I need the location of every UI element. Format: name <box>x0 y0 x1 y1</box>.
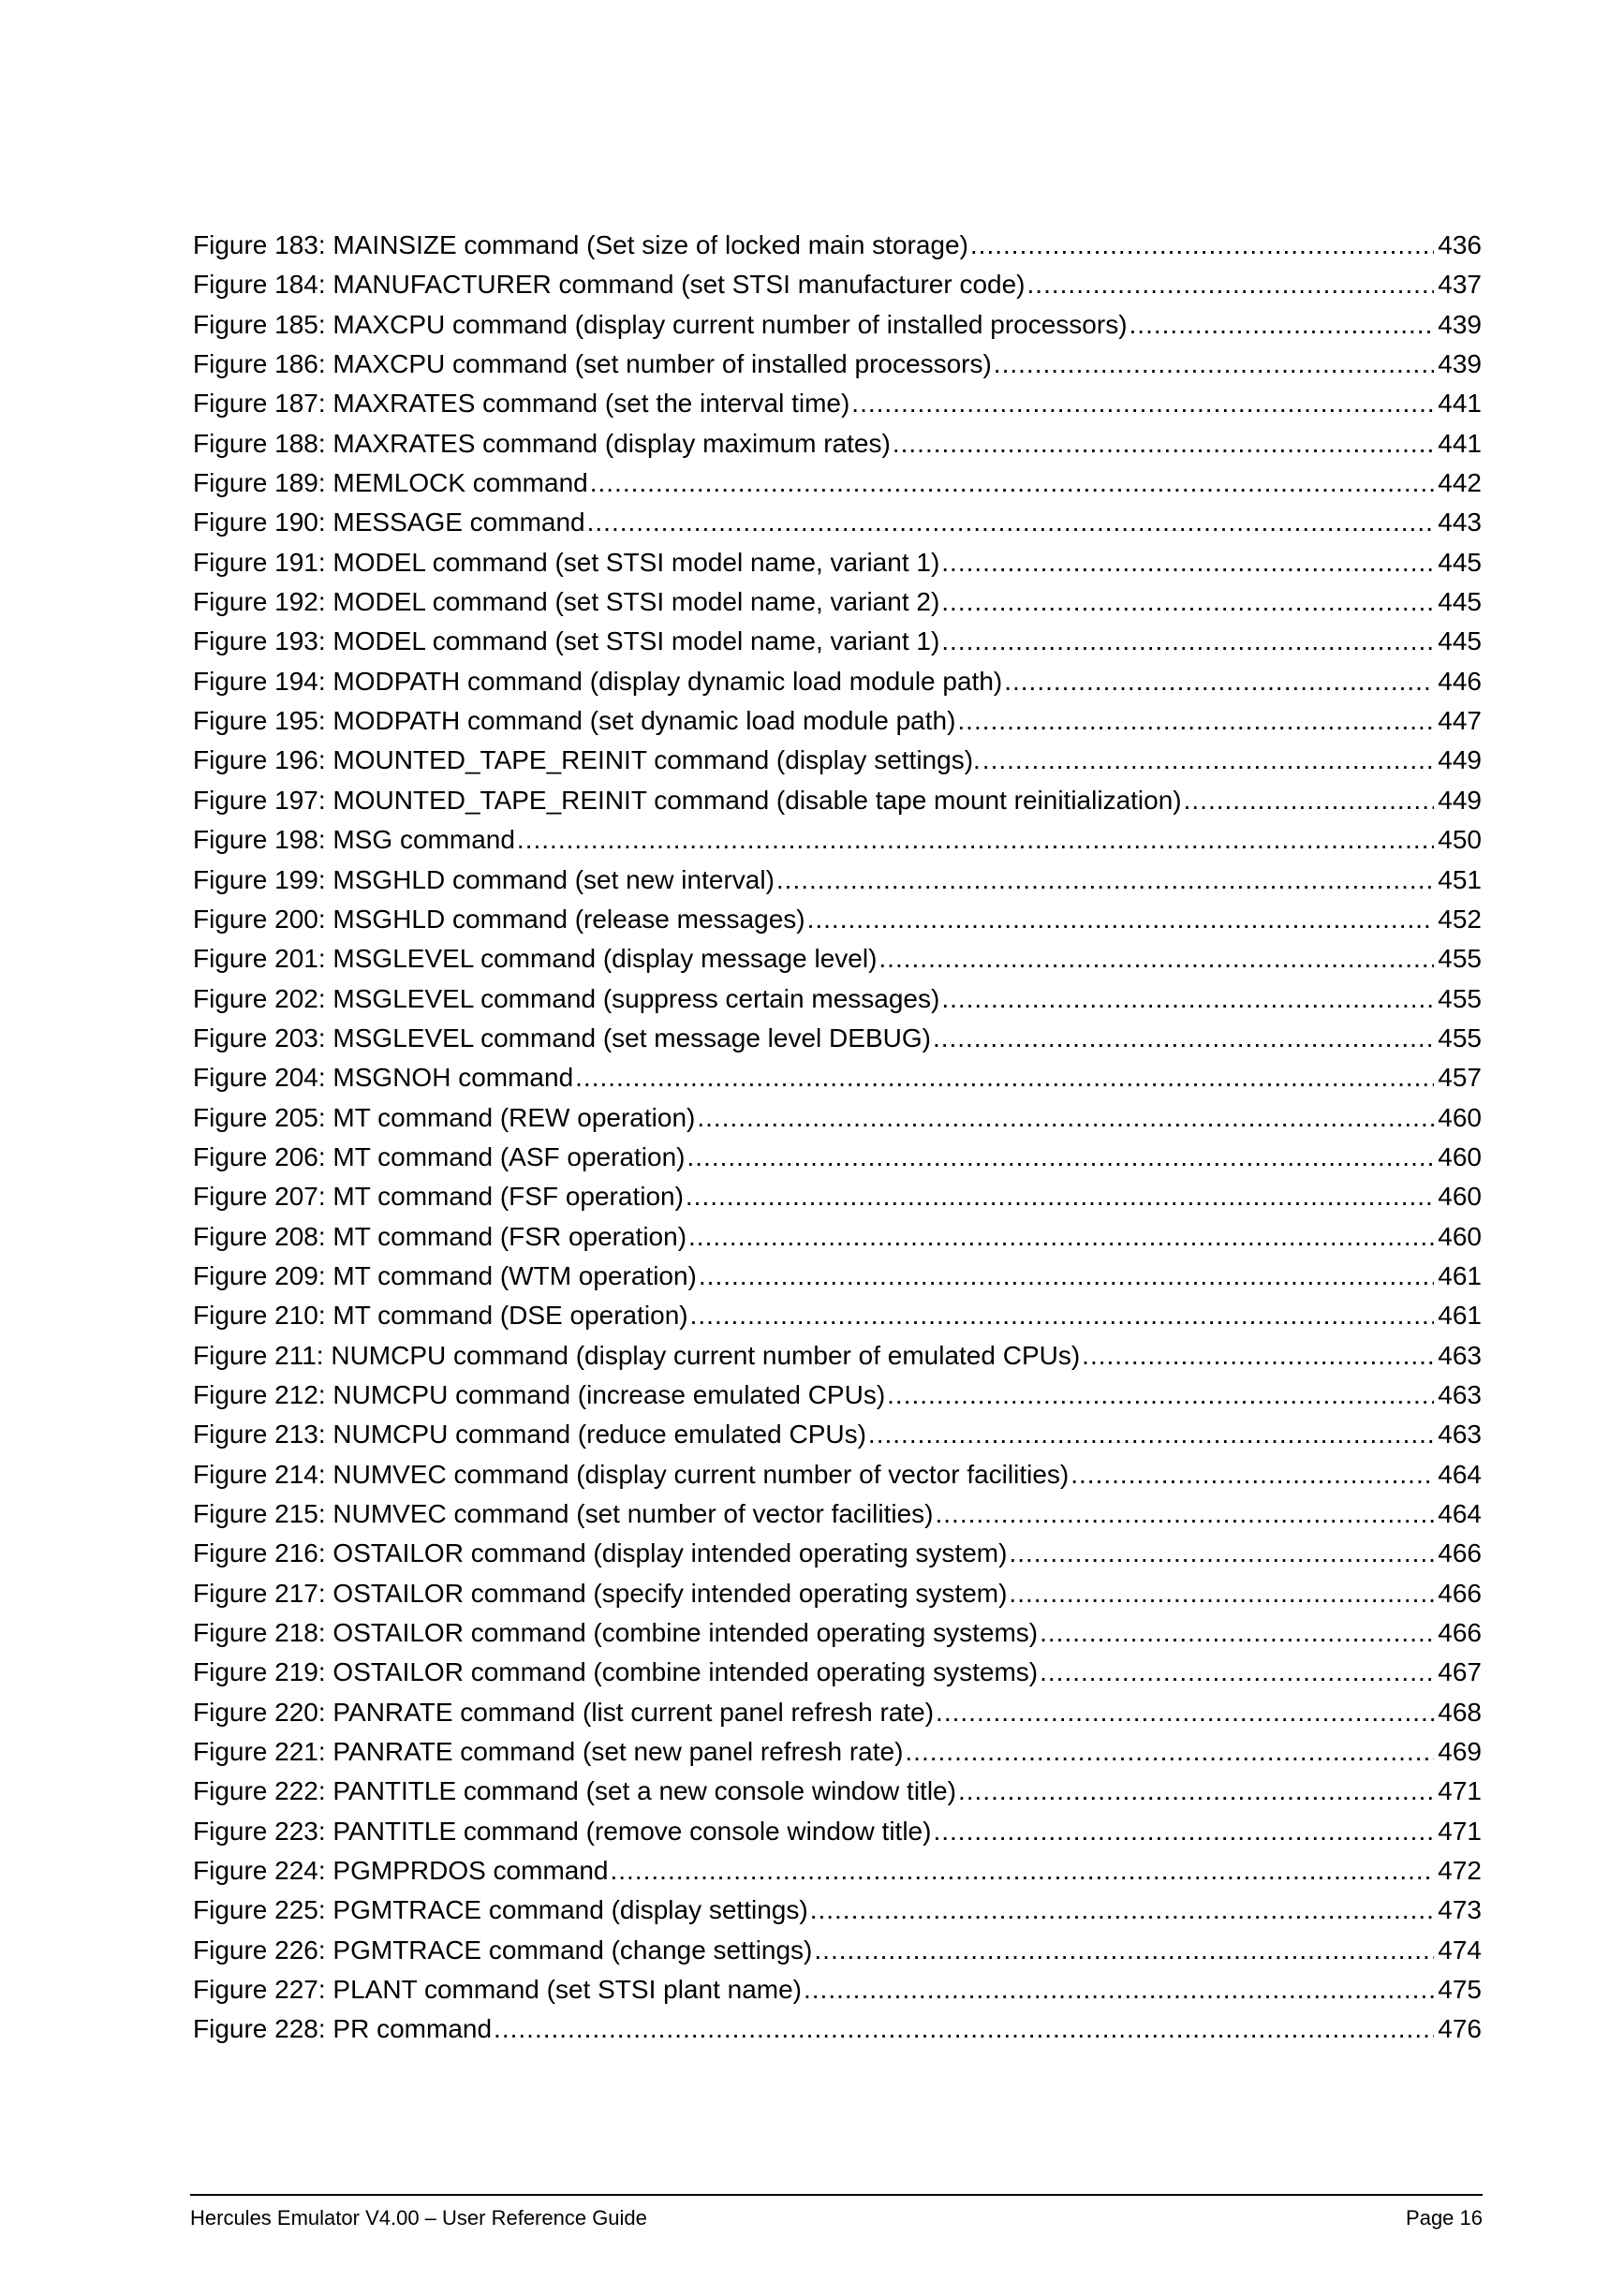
toc-entry[interactable] <box>193 1296 1482 1335</box>
toc-entry-title: Figure 200: MSGHLD command (release messages) <box>193 904 805 934</box>
toc-entry-page: 461 <box>1438 1301 1482 1331</box>
toc-leader-dots <box>686 1177 1434 1216</box>
toc-entry-title: Figure 224: PGMPRDOS command <box>193 1856 609 1886</box>
toc-entry[interactable] <box>193 1574 1482 1613</box>
toc-entry-title: Figure 215: NUMVEC command (set number of vector facilities) <box>193 1499 934 1528</box>
toc-leader-dots <box>1009 1574 1434 1613</box>
toc-entry[interactable] <box>193 1058 1482 1097</box>
toc-entry[interactable] <box>193 1772 1482 1811</box>
toc-entry-title: Figure 188: MAXRATES command (display maximum rates) <box>193 428 891 458</box>
toc-entry-page: 439 <box>1438 349 1482 379</box>
toc-leader-dots <box>1070 1455 1434 1494</box>
toc-entry-page: 463 <box>1438 1379 1482 1409</box>
toc-entry-title: Figure 185: MAXCPU command (display current number of installed processors) <box>193 309 1128 339</box>
toc-entry[interactable] <box>193 1257 1482 1296</box>
footer-document-title: Hercules Emulator V4.00 – User Reference Guide <box>190 2206 647 2230</box>
toc-leader-dots <box>494 2009 1434 2049</box>
toc-entry[interactable] <box>193 979 1482 1019</box>
toc-entry-page: 466 <box>1438 1618 1482 1648</box>
toc-entry-title: Figure 208: MT command (FSR operation) <box>193 1221 687 1251</box>
toc-entry-page: 463 <box>1438 1340 1482 1370</box>
toc-leader-dots <box>814 1931 1434 1970</box>
toc-entry-title: Figure 192: MODEL command (set STSI model name, variant 2) <box>193 587 940 617</box>
toc-entry-page: 449 <box>1438 785 1482 815</box>
toc-entry-page: 439 <box>1438 309 1482 339</box>
toc-leader-dots <box>699 1257 1434 1296</box>
toc-entry[interactable] <box>193 1931 1482 1970</box>
toc-entry-page: 476 <box>1438 2014 1482 2044</box>
toc-entry-title: Figure 209: MT command (WTM operation) <box>193 1260 697 1290</box>
toc-entry-page: 461 <box>1438 1260 1482 1290</box>
toc-entry-page: 468 <box>1438 1697 1482 1727</box>
toc-entry[interactable] <box>193 1336 1482 1376</box>
toc-entry-page: 452 <box>1438 904 1482 934</box>
toc-entry-title: Figure 218: OSTAILOR command (combine intended operating systems) <box>193 1618 1039 1648</box>
toc-leader-dots <box>688 1217 1434 1257</box>
toc-entry[interactable] <box>193 1138 1482 1177</box>
toc-entry-title: Figure 217: OSTAILOR command (specify intended operating system) <box>193 1578 1008 1608</box>
toc-entry-title: Figure 227: PLANT command (set STSI plant name) <box>193 1975 802 2005</box>
toc-entry[interactable] <box>193 1693 1482 1732</box>
toc-leader-dots <box>941 979 1434 1019</box>
toc-entry[interactable] <box>193 820 1482 860</box>
toc-leader-dots <box>941 543 1434 582</box>
toc-entry-title: Figure 195: MODPATH command (set dynamic load module path) <box>193 706 956 736</box>
toc-entry-title: Figure 203: MSGLEVEL command (set message level DEBUG) <box>193 1023 931 1052</box>
toc-entry[interactable] <box>193 622 1482 661</box>
toc-entry-page: 463 <box>1438 1420 1482 1450</box>
toc-entry[interactable] <box>193 345 1482 384</box>
toc-leader-dots <box>982 741 1434 780</box>
toc-leader-dots <box>933 1812 1434 1851</box>
toc-entry-page: 475 <box>1438 1975 1482 2005</box>
toc-leader-dots <box>887 1376 1434 1415</box>
toc-entry-title: Figure 189: MEMLOCK command <box>193 468 588 498</box>
toc-entry-title: Figure 186: MAXCPU command (set number of installed processors) <box>193 349 992 379</box>
toc-entry[interactable] <box>193 265 1482 304</box>
toc-entry[interactable] <box>193 1653 1482 1692</box>
page-footer <box>190 2206 1483 2230</box>
toc-leader-dots <box>941 622 1434 661</box>
toc-entry[interactable] <box>193 2009 1482 2049</box>
toc-entry[interactable] <box>193 1415 1482 1454</box>
toc-entry-page: 445 <box>1438 587 1482 617</box>
toc-entry-page: 455 <box>1438 944 1482 974</box>
toc-entry-page: 441 <box>1438 389 1482 419</box>
toc-entry-page: 466 <box>1438 1578 1482 1608</box>
toc-entry[interactable] <box>193 1534 1482 1573</box>
toc-entry[interactable] <box>193 1613 1482 1653</box>
toc-leader-dots <box>868 1415 1434 1454</box>
toc-entry-title: Figure 194: MODPATH command (display dynamic load module path) <box>193 666 1003 696</box>
toc-entry-page: 436 <box>1438 230 1482 259</box>
footer-divider <box>190 2194 1483 2196</box>
toc-leader-dots <box>587 503 1435 542</box>
toc-entry[interactable] <box>193 781 1482 820</box>
toc-leader-dots <box>994 345 1434 384</box>
toc-entry[interactable] <box>193 1891 1482 1930</box>
toc-leader-dots <box>1040 1653 1434 1692</box>
toc-entry[interactable] <box>193 1812 1482 1851</box>
toc-leader-dots <box>936 1693 1434 1732</box>
toc-entry-title: Figure 197: MOUNTED_TAPE_REINIT command (disable tape mount reinitialization) <box>193 785 1182 815</box>
toc-entry[interactable] <box>193 1098 1482 1138</box>
toc-entry-title: Figure 193: MODEL command (set STSI model name, variant 1) <box>193 626 940 656</box>
toc-entry[interactable] <box>193 1376 1482 1415</box>
toc-leader-dots <box>958 1772 1434 1811</box>
toc-entry[interactable] <box>193 741 1482 780</box>
toc-entry-title: Figure 214: NUMVEC command (display current number of vector facilities) <box>193 1459 1070 1489</box>
toc-entry-page: 445 <box>1438 547 1482 577</box>
toc-entry-page: 455 <box>1438 983 1482 1013</box>
toc-entry-page: 464 <box>1438 1499 1482 1528</box>
toc-entry-page: 472 <box>1438 1856 1482 1886</box>
toc-entry[interactable] <box>193 939 1482 979</box>
toc-entry[interactable] <box>193 503 1482 542</box>
toc-entry-title: Figure 205: MT command (REW operation) <box>193 1102 696 1132</box>
toc-leader-dots <box>893 424 1434 464</box>
toc-entry-page: 460 <box>1438 1102 1482 1132</box>
toc-leader-dots <box>590 464 1435 503</box>
toc-leader-dots <box>970 226 1434 265</box>
toc-leader-dots <box>933 1019 1434 1058</box>
toc-entry-page: 441 <box>1438 428 1482 458</box>
toc-entry-page: 471 <box>1438 1776 1482 1806</box>
toc-leader-dots <box>1129 305 1435 345</box>
toc-entry-title: Figure 210: MT command (DSE operation) <box>193 1301 688 1331</box>
toc-leader-dots <box>1040 1613 1434 1653</box>
toc-leader-dots <box>1184 781 1435 820</box>
toc-leader-dots <box>807 900 1435 939</box>
toc-leader-dots <box>776 861 1434 900</box>
toc-leader-dots <box>878 939 1434 979</box>
toc-entry-title: Figure 187: MAXRATES command (set the interval time) <box>193 389 850 419</box>
toc-leader-dots <box>1027 265 1435 304</box>
toc-entry-title: Figure 226: PGMTRACE command (change settings) <box>193 1935 813 1965</box>
toc-entry-title: Figure 223: PANTITLE command (remove console window title) <box>193 1816 932 1846</box>
toc-entry-title: Figure 228: PR command <box>193 2014 493 2044</box>
toc-entry-title: Figure 184: MANUFACTURER command (set STSI manufacturer code) <box>193 270 1026 300</box>
toc-entry[interactable] <box>193 424 1482 464</box>
toc-entry-title: Figure 213: NUMCPU command (reduce emulated CPUs) <box>193 1420 866 1450</box>
toc-entry-title: Figure 221: PANRATE command (set new panel refresh rate) <box>193 1737 904 1767</box>
toc-entry-page: 446 <box>1438 666 1482 696</box>
toc-leader-dots <box>687 1138 1434 1177</box>
toc-leader-dots <box>804 1970 1434 2009</box>
toc-entry[interactable] <box>193 900 1482 939</box>
toc-leader-dots <box>517 820 1434 860</box>
toc-entry[interactable] <box>193 1177 1482 1216</box>
toc-leader-dots <box>690 1296 1435 1335</box>
toc-leader-dots <box>905 1732 1434 1772</box>
toc-entry-title: Figure 212: NUMCPU command (increase emulated CPUs) <box>193 1379 886 1409</box>
toc-entry[interactable] <box>193 1494 1482 1534</box>
toc-entry-page: 442 <box>1438 468 1482 498</box>
toc-leader-dots <box>957 701 1434 741</box>
toc-entry-page: 445 <box>1438 626 1482 656</box>
toc-entry-title: Figure 216: OSTAILOR command (display intended operating system) <box>193 1538 1008 1568</box>
toc-entry-title: Figure 207: MT command (FSF operation) <box>193 1182 684 1212</box>
toc-entry-page: 460 <box>1438 1221 1482 1251</box>
toc-entry-page: 451 <box>1438 864 1482 894</box>
toc-leader-dots <box>936 1494 1435 1534</box>
toc-leader-dots <box>851 384 1434 423</box>
toc-entry[interactable] <box>193 464 1482 503</box>
toc-entry[interactable] <box>193 1019 1482 1058</box>
toc-entry-title: Figure 220: PANRATE command (list current panel refresh rate) <box>193 1697 935 1727</box>
toc-entry-title: Figure 219: OSTAILOR command (combine intended operating systems) <box>193 1657 1039 1687</box>
toc-entry-title: Figure 202: MSGLEVEL command (suppress certain messages) <box>193 983 940 1013</box>
toc-entry[interactable] <box>193 384 1482 423</box>
toc-leader-dots <box>1082 1336 1434 1376</box>
toc-leader-dots <box>575 1058 1434 1097</box>
toc-entry-title: Figure 198: MSG command <box>193 825 515 855</box>
toc-leader-dots <box>1004 662 1434 701</box>
toc-entry[interactable] <box>193 226 1482 265</box>
toc-entry-page: 449 <box>1438 745 1482 775</box>
toc-entry[interactable] <box>193 305 1482 345</box>
footer-page-number: Page 16 <box>1406 2206 1483 2230</box>
toc-entry-title: Figure 191: MODEL command (set STSI model name, variant 1) <box>193 547 940 577</box>
toc-entry[interactable] <box>193 662 1482 701</box>
toc-entry-title: Figure 196: MOUNTED_TAPE_REINIT command (display settings). <box>193 745 981 775</box>
toc-entry-page: 460 <box>1438 1182 1482 1212</box>
table-of-figures <box>193 226 1482 2050</box>
toc-entry-title: Figure 211: NUMCPU command (display current number of emulated CPUs) <box>193 1340 1081 1370</box>
toc-entry-page: 457 <box>1438 1063 1482 1093</box>
toc-leader-dots <box>697 1098 1434 1138</box>
toc-entry-page: 466 <box>1438 1538 1482 1568</box>
toc-entry[interactable] <box>193 1455 1482 1494</box>
toc-entry-title: Figure 199: MSGHLD command (set new interval) <box>193 864 775 894</box>
toc-entry-page: 471 <box>1438 1816 1482 1846</box>
toc-entry-page: 450 <box>1438 825 1482 855</box>
toc-entry-title: Figure 222: PANTITLE command (set a new console window title) <box>193 1776 956 1806</box>
toc-entry[interactable] <box>193 1851 1482 1891</box>
toc-entry-page: 437 <box>1438 270 1482 300</box>
toc-entry-page: 469 <box>1438 1737 1482 1767</box>
toc-entry[interactable] <box>193 1732 1482 1772</box>
toc-entry-title: Figure 225: PGMTRACE command (display settings) <box>193 1895 808 1925</box>
toc-entry-page: 467 <box>1438 1657 1482 1687</box>
toc-entry-page: 474 <box>1438 1935 1482 1965</box>
toc-entry[interactable] <box>193 701 1482 741</box>
toc-entry-page: 455 <box>1438 1023 1482 1052</box>
toc-leader-dots <box>1009 1534 1434 1573</box>
toc-entry-page: 443 <box>1438 508 1482 537</box>
toc-entry[interactable] <box>193 861 1482 900</box>
toc-entry[interactable] <box>193 582 1482 622</box>
toc-leader-dots <box>941 582 1434 622</box>
toc-entry-title: Figure 206: MT command (ASF operation) <box>193 1141 686 1171</box>
toc-entry-page: 464 <box>1438 1459 1482 1489</box>
toc-leader-dots <box>810 1891 1435 1930</box>
toc-entry-title: Figure 183: MAINSIZE command (Set size of locked main storage) <box>193 230 968 259</box>
toc-entry-page: 473 <box>1438 1895 1482 1925</box>
toc-entry[interactable] <box>193 1970 1482 2009</box>
toc-entry-page: 460 <box>1438 1141 1482 1171</box>
toc-entry-title: Figure 204: MSGNOH command <box>193 1063 574 1093</box>
toc-entry-title: Figure 201: MSGLEVEL command (display message level) <box>193 944 878 974</box>
toc-entry[interactable] <box>193 1217 1482 1257</box>
toc-entry[interactable] <box>193 543 1482 582</box>
toc-leader-dots <box>611 1851 1435 1891</box>
toc-entry-page: 447 <box>1438 706 1482 736</box>
toc-entry-title: Figure 190: MESSAGE command <box>193 508 585 537</box>
